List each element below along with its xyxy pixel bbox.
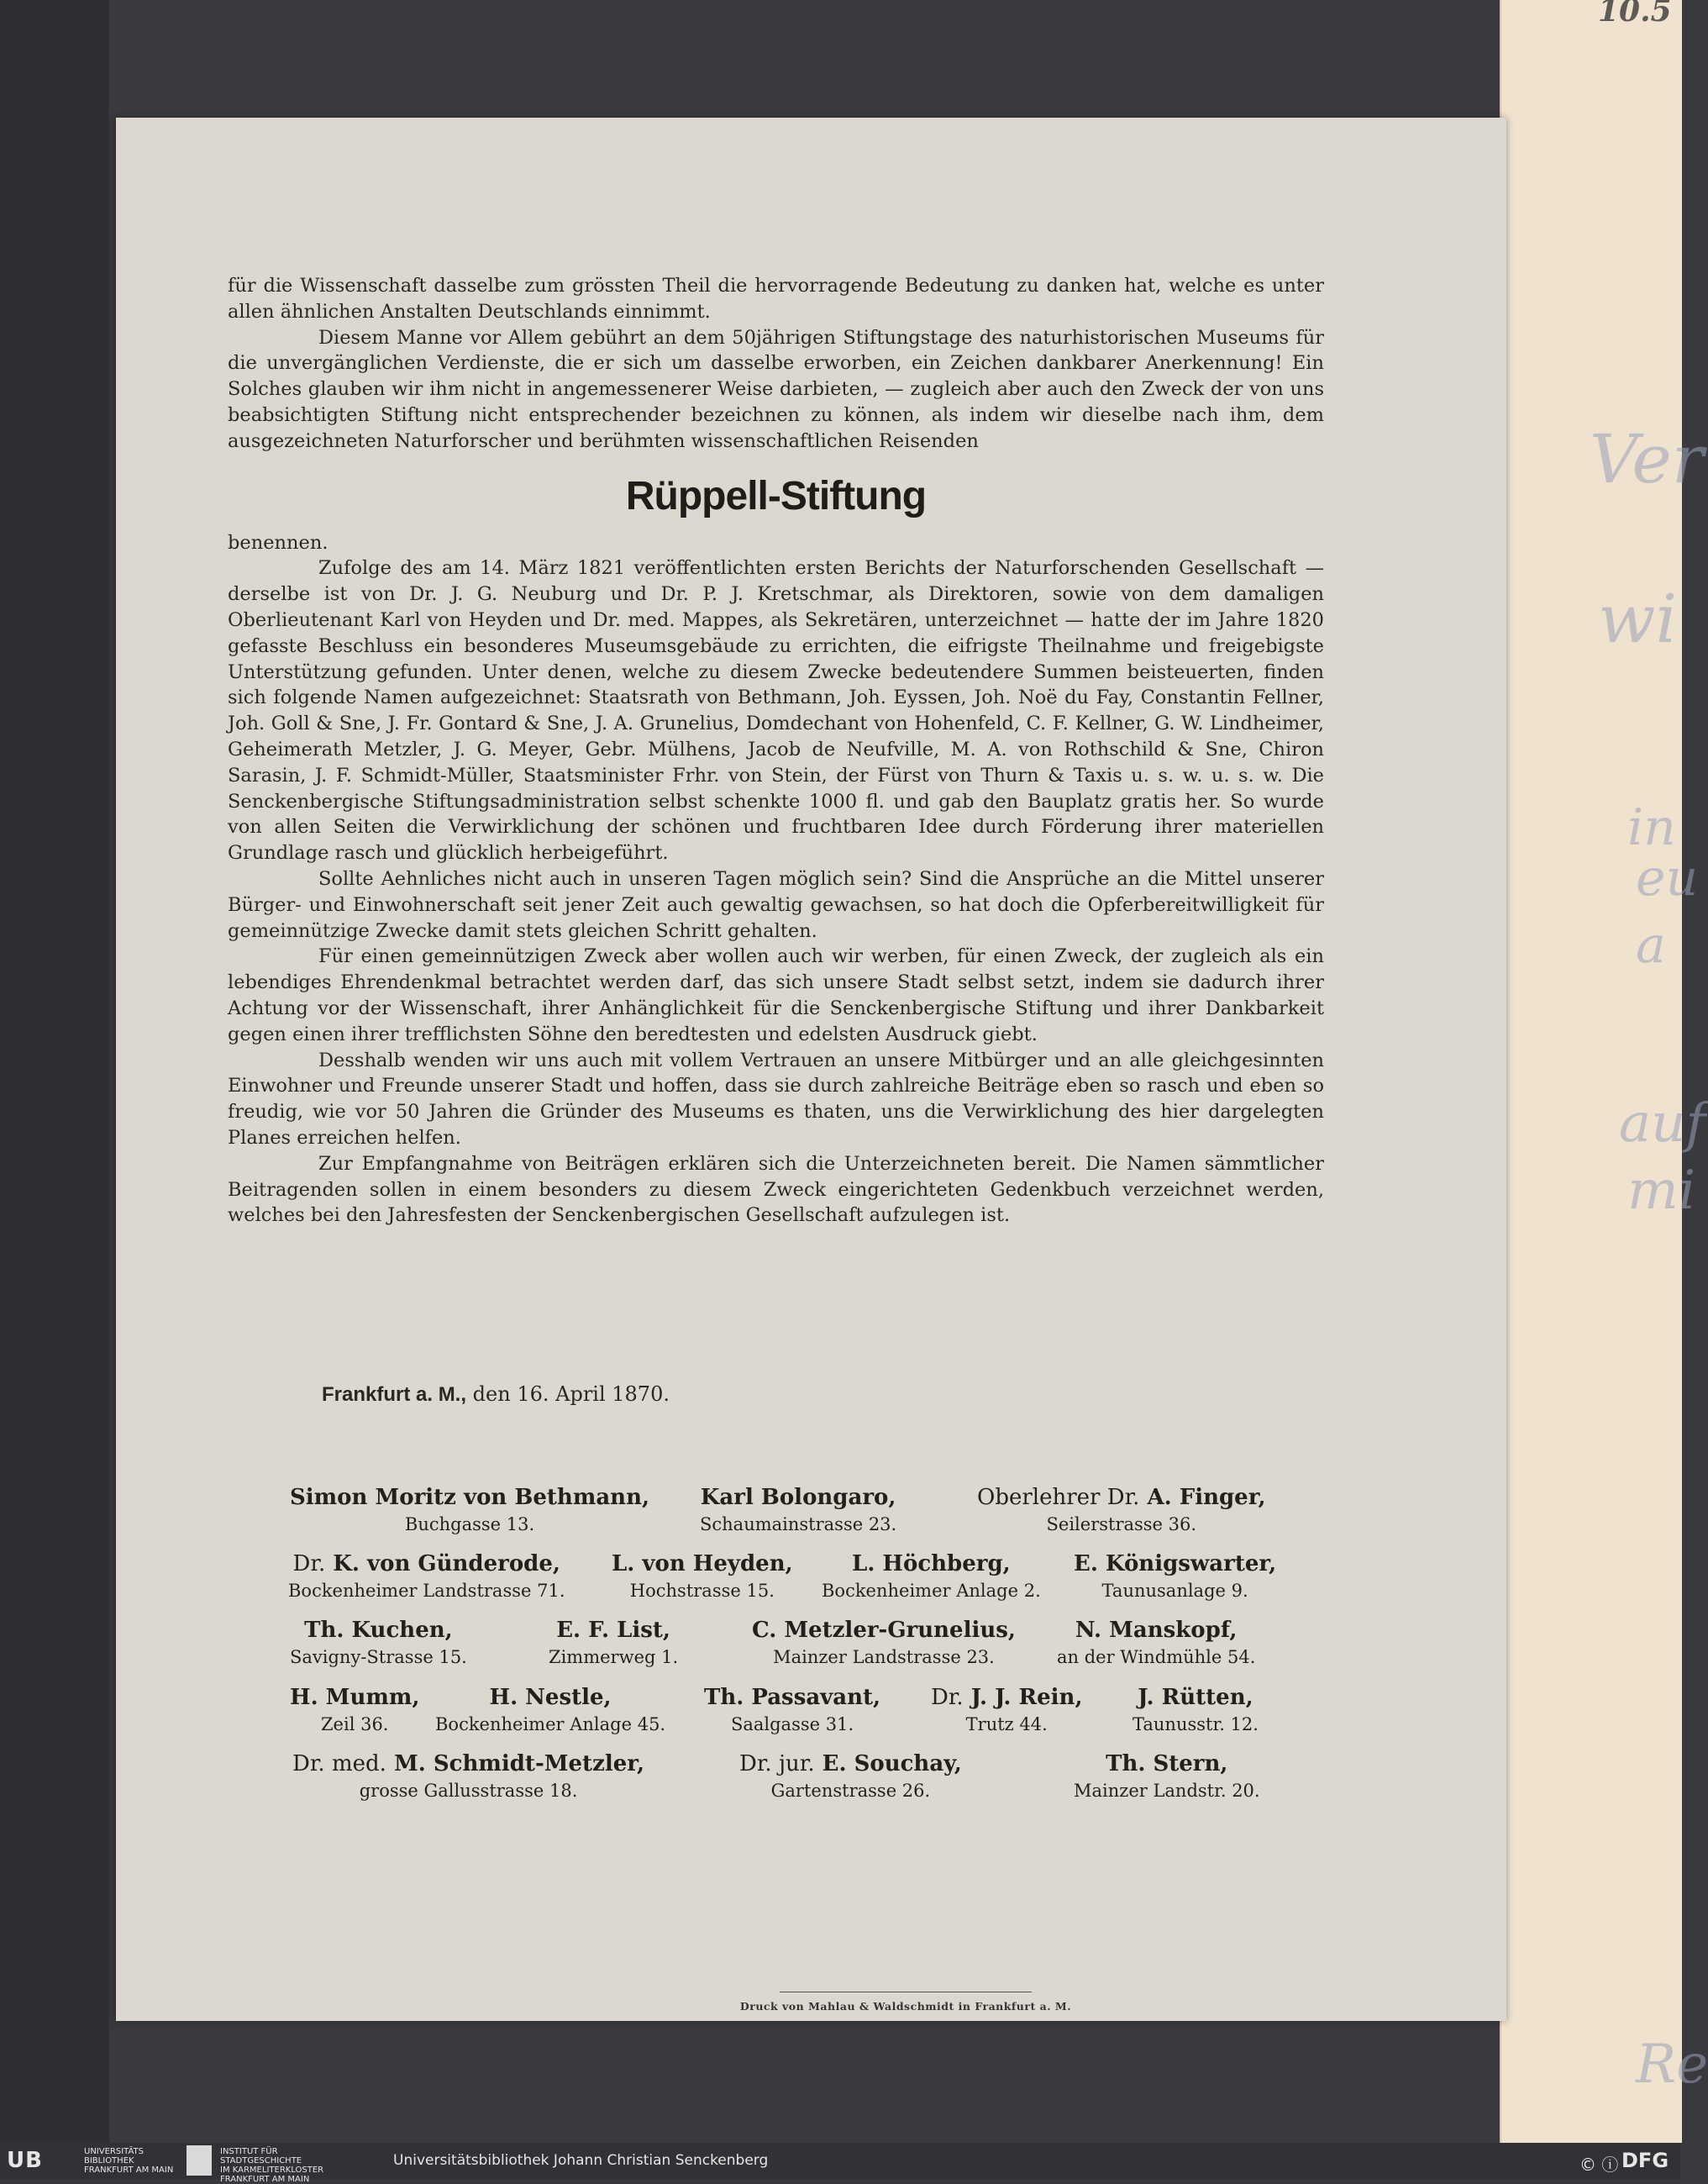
paragraph: benennen. xyxy=(228,531,328,554)
body-text xyxy=(228,273,1324,1229)
paragraph: Für einen gemeinnützigen Zweck aber wollen auch wir werben, für einen Zweck, der zugleich als ein lebendiges Ehrendenkmal betrachtet werden darf, das sich unsere Stadt selbst setzt, indem sie dadurch ihrer Achtung vor der Wissenschaft, ihrer Anhänglichkeit für die Senckenbergische Stiftung und ihrer Dankbarkeit gegen einen ihrer trefflichsten Söhne den beredtesten und edelsten Ausdruck giebt. xyxy=(228,945,1324,1045)
signatory: C. Metzler-Grunelius, Mainzer Landstrasse 23. xyxy=(752,1618,1016,1667)
handwriting-mark: eu xyxy=(1636,849,1699,908)
printed-page xyxy=(116,118,1506,2021)
signatory: H. Mumm, Zeil 36. xyxy=(290,1685,420,1734)
signatory: Oberlehrer Dr. A. Finger, Seilerstrasse 36. xyxy=(977,1485,1266,1534)
signatory: Dr. J. J. Rein, Trutz 44. xyxy=(931,1685,1083,1734)
adjacent-manuscript-sheet xyxy=(1500,0,1708,2143)
sheet-number: 10.5 xyxy=(1598,0,1672,29)
date-line xyxy=(322,1382,670,1407)
paragraph: Sollte Aehnliches nicht auch in unseren Tagen möglich sein? Sind die Ansprüche an die Mittel unserer Bürger- und Einwohnerschaft seit jener Zeit auch gewaltig gewachsen, so hat doch die Opferbereitwilligkeit für gemeinnützige Zwecke damit stets gleichen Schritt gehalten. xyxy=(228,867,1324,942)
signatory: Dr. K. von Günderode, Bockenheimer Landstrasse 71. xyxy=(288,1551,565,1601)
paragraph: Zur Empfangnahme von Beiträgen erklären sich die Unterzeichneten bereit. Die Namen sämmtlicher Beitragenden sollen in einem besonders zu diesem Zweck eingerichteten Gedenkbuch verzeichnet werden, welches bei den Jahresfesten der Senckenbergischen Gesellschaft aufzulegen ist. xyxy=(228,1152,1324,1227)
paragraph: Zufolge des am 14. März 1821 veröffentlichten ersten Berichts der Naturforschenden Gesellschaft — derselbe ist von Dr. J. G. Neuburg und Dr. P. J. Kretschmar, als Direktoren, sowie von dem damaligen Oberlieutenant Karl von Heyden und Dr. med. Mappes, als Sekretären, unterzeichnet — hatte der im Jahre 1820 gefasste Beschluss ein besonderes Museumsgebäude zu errichten, die eifrigste Theilnahme und freigebigste Unterstützung gefunden. Unter denen, welche zu diesem Zwecke bedeutendere Summen beisteuerten, finden sich folgende Namen aufgezeichnet: Staatsrath von Bethmann, Joh. Eyssen, Joh. Noë du Fay, Constantin Fellner, Joh. Goll & Sne, J. Fr. Gontard & Sne, J. A. Grunelius, Domdechant von Hohenfeld, C. F. Kellner, G. W. Lindheimer, Geheimerath Metzler, J. G. Meyer, Gebr. Mülhens, Jacob de Neufville, M. A. von Rothschild & Sne, Chiron Sarasin, J. F. Schmidt-Müller, Staatsminister Frhr. von Stein, der Fürst von Thurn & Taxis u. s. w. u. s. w. Die Senckenbergische Stiftungsadministration selbst schenkte 1000 fl. und gab den Bauplatz gratis her. So wurde von allen Seiten die Verwirklichung der schönen und fruchtbaren Idee durch Förderung ihrer materiellen Grundlage rasch und glücklich herbeigeführt. xyxy=(228,557,1324,865)
printer-imprint: Druck von Mahlau & Waldschmidt in Frankfurt a. M. xyxy=(739,2000,1072,2013)
viewer-footer xyxy=(0,2143,1680,2184)
library-name: Universitätsbibliothek Johann Christian Senckenberg xyxy=(393,2152,769,2169)
date-text: den 16. April 1870. xyxy=(472,1382,670,1406)
signatory: Th. Kuchen, Savigny-Strasse 15. xyxy=(290,1618,467,1667)
paragraph: Desshalb wenden wir uns auch mit vollem Vertrauen an unsere Mitbürger und an alle gleichgesinnten Einwohner und Freunde unserer Stadt und hoffen, dass sie durch zahlreiche Beiträge eben so rasch und eben so freudig, wie vor 50 Jahren die Gründer des Museums es thaten, uns die Verwirklichung des hier dargelegten Planes erreichen helfen. xyxy=(228,1049,1324,1149)
signatory: H. Nestle, Bockenheimer Anlage 45. xyxy=(435,1685,666,1734)
institute-logo-icon[interactable] xyxy=(187,2145,212,2176)
signatory: L. Höchberg, Bockenheimer Anlage 2. xyxy=(822,1551,1041,1601)
handwriting-mark: a xyxy=(1636,916,1666,975)
signatory: E. F. List, Zimmerweg 1. xyxy=(549,1618,679,1667)
signatory: Dr. jur. E. Souchay, Gartenstrasse 26. xyxy=(739,1751,962,1801)
license-info-icon[interactable]: © ⓘ xyxy=(1579,2155,1619,2175)
signatory: Dr. med. M. Schmidt-Metzler, grosse Gallusstrasse 18. xyxy=(292,1751,645,1801)
handwriting-mark: in xyxy=(1627,798,1676,857)
paragraph: Diesem Manne vor Allem gebührt an dem 50jährigen Stiftungstage des naturhistorischen Museums für die unvergänglichen Verdienste, die er sich um dasselbe erworben, ein Zeichen dankbarer Anerkennung! Ein Solches glauben wir ihm nicht in angemessenerer Weise darbieten, — zugleich aber auch den Zweck der von uns beabsichtigten Stiftung nicht entsprechender bezeichnen zu können, als indem wir dieselbe nach ihm, dem ausgezeichneten Naturforscher und berühmten wissenschaftlichen Reisenden xyxy=(228,326,1324,452)
signatory: Simon Moritz von Bethmann, Buchgasse 13. xyxy=(290,1485,650,1534)
ub-logo[interactable]: UB xyxy=(7,2148,43,2173)
signatory: L. von Heyden, Hochstrasse 15. xyxy=(612,1551,793,1601)
handwriting-mark: mi xyxy=(1627,1160,1696,1222)
handwriting-mark: Re xyxy=(1636,2034,1708,2096)
signatory: J. Rütten, Taunusstr. 12. xyxy=(1133,1685,1259,1734)
ub-logo-caption: UNIVERSITÄTS BIBLIOTHEK FRANKFURT AM MAIN xyxy=(84,2147,174,2175)
handwriting-mark: auf xyxy=(1619,1092,1706,1155)
handwriting-mark: wi xyxy=(1598,580,1678,658)
paragraph: für die Wissenschaft dasselbe zum grössten Theil die hervorragende Bedeutung zu danken hat, welche es unter allen ähnlichen Anstalten Deutschlands einnimmt. xyxy=(228,275,1324,323)
scanner-background-left xyxy=(0,0,109,2143)
dfg-logo[interactable]: DFG xyxy=(1621,2149,1669,2172)
signatory: Th. Passavant, Saalgasse 31. xyxy=(704,1685,881,1734)
date-place: Frankfurt a. M., xyxy=(322,1383,467,1406)
signatory: Th. Stern, Mainzer Landstr. 20. xyxy=(1074,1751,1260,1801)
institute-logo-caption: INSTITUT FÜR STADTGESCHICHTE IM KARMELITERKLOSTER FRANKFURT AM MAIN xyxy=(220,2147,324,2184)
signatory: Karl Bolongaro, Schaumainstrasse 23. xyxy=(700,1485,897,1534)
handwriting-mark: Ver xyxy=(1590,420,1705,498)
signatory: N. Manskopf, an der Windmühle 54. xyxy=(1057,1618,1256,1667)
foundation-heading: Rüppell-Stiftung xyxy=(625,473,927,518)
signatory: E. Königswarter, Taunusanlage 9. xyxy=(1074,1551,1277,1601)
